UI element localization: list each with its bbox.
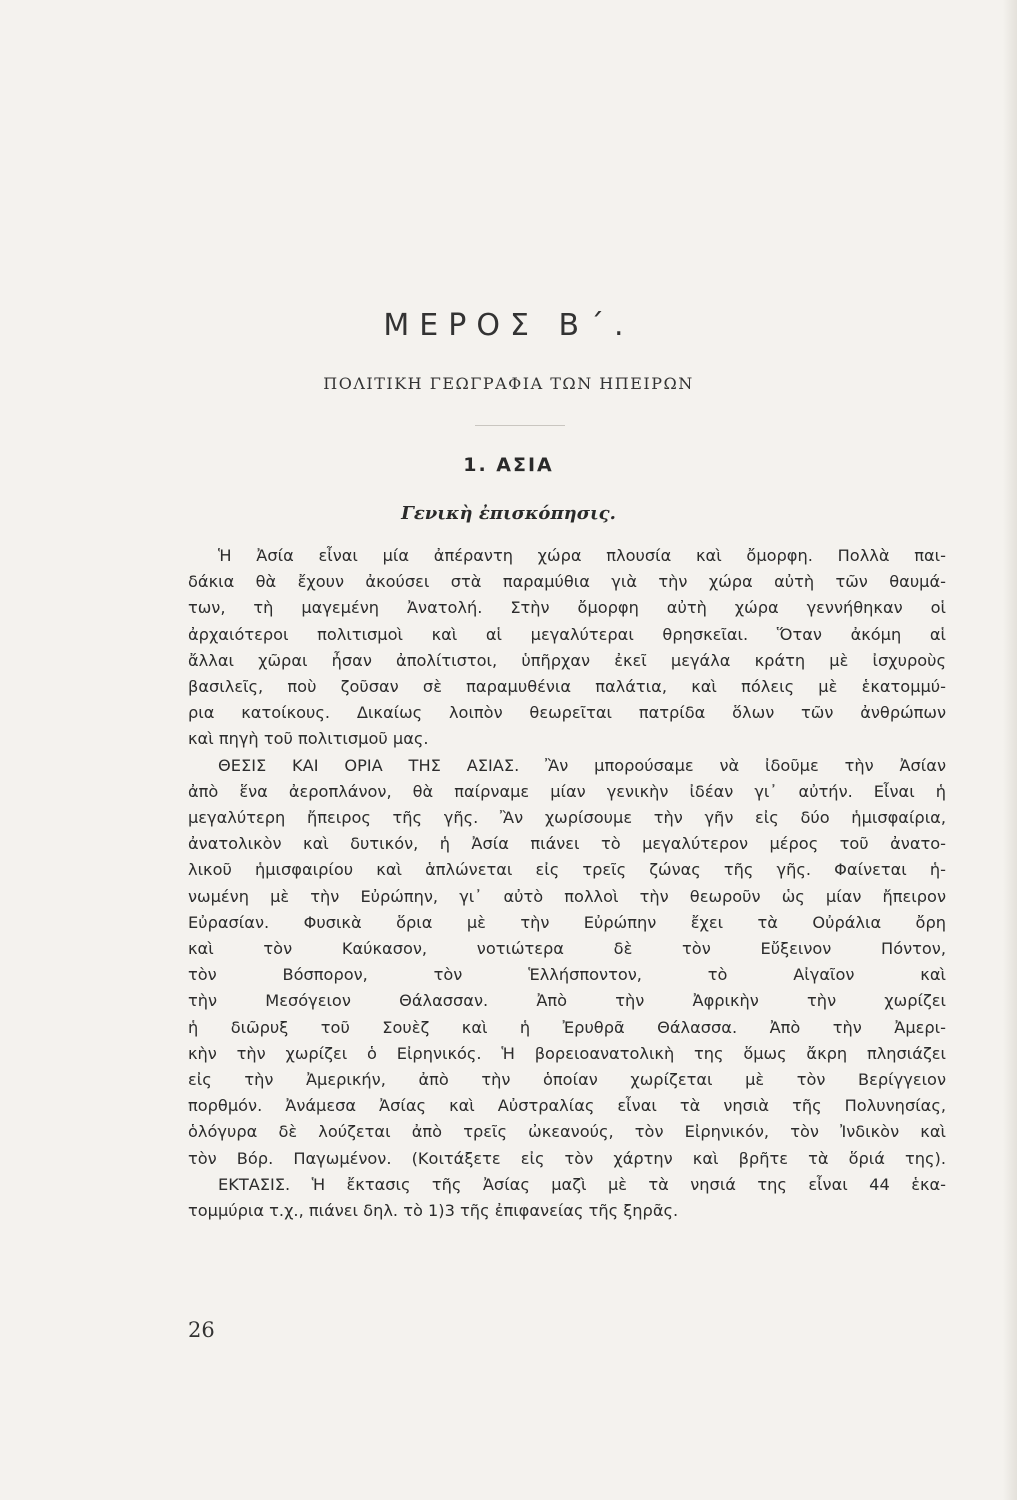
body-line: τὴν Μεσόγειον Θάλασσαν. Ἀπὸ τὴν Ἀφρικὴν τὴν χωρίζει [188,991,946,1011]
body-line: τομμύρια τ.χ., πιάνει δηλ. τὸ 1)3 τῆς ἐπιφανείας τῆς ξηρᾶς. [188,1201,679,1221]
body-line: ἀρχαιότεροι πολιτισμοὶ καὶ αἱ μεγαλύτεραι θρησκεῖαι. Ὅταν ἀκόμη αἱ [188,624,946,644]
body-line: καὶ πηγὴ τοῦ πολιτισμοῦ μας. [188,729,429,749]
body-line: ὁλόγυρα δὲ λούζεται ἀπὸ τρεῖς ὠκεανούς, τὸν Εἰρηνικόν, τὸν Ἰνδικὸν καὶ [188,1122,946,1142]
body-line: τὸν Βόρ. Παγωμένον. (Κοιτάξετε εἰς τὸν χάρτην καὶ βρῆτε τὰ ὅριά της). [188,1148,946,1168]
body-line: ἡ διῶρυξ τοῦ Σουὲζ καὶ ἡ Ἐρυθρᾶ Θάλασσα. Ἀπὸ τὴν Ἀμερι- [188,1017,946,1037]
section-heading: Γενικὴ ἐπισκόπησις. [401,503,616,524]
body-line: μεγαλύτερη ἤπειρος τῆς γῆς. Ἂν χωρίσουμε τὴν γῆν εἰς δύο ἡμισφαίρια, [188,808,946,828]
body-line: λικοῦ ἡμισφαιρίου καὶ ἁπλώνεται εἰς τρεῖς ζώνας τῆς γῆς. Φαίνεται ἡ- [188,860,946,880]
body-line: ἀνατολικὸν καὶ δυτικόν, ἡ Ἀσία πιάνει τὸ μεγαλύτερον μέρος τοῦ ἀνατο- [188,834,946,854]
body-line: ἄλλαι χῶραι ἦσαν ἀπολίτιστοι, ὑπῆρχαν ἐκεῖ μεγάλα κράτη μὲ ἰσχυροὺς [188,650,946,670]
body-line: ΕΚΤΑΣΙΣ. Ἡ ἔκτασις τῆς Ἀσίας μαζὶ μὲ τὰ νησιά της εἶναι 44 ἑκα- [218,1174,946,1194]
divider-rule [475,425,565,426]
body-line: ρια κατοίκους. Δικαίως λοιπὸν θεωρεῖται πατρίδα ὅλων τῶν ἀνθρώπων [188,703,946,723]
chapter-title: 1. ΑΣΙΑ [463,454,554,476]
body-line: νωμένη μὲ τὴν Εὐρώπην, γι᾽ αὐτὸ πολλοὶ τὴν θεωροῦν ὡς μίαν ἤπειρον [188,886,946,906]
body-line: ἀπὸ ἕνα ἀεροπλάνον, θὰ παίρναμε μίαν γενικὴν ἰδέαν γι᾽ αὐτήν. Εἶναι ἡ [188,781,946,801]
body-line: εἰς τὴν Ἀμερικήν, ἀπὸ τὴν ὁποίαν χωρίζεται μὲ τὸν Βερίγγειον [188,1070,946,1090]
body-text [188,543,946,1224]
body-line: βασιλεῖς, ποὺ ζοῦσαν σὲ παραμυθένια παλάτια, καὶ πόλεις μὲ ἑκατομμύ- [188,677,946,697]
body-line: των, τὴ μαγεμένη Ἀνατολή. Στὴν ὄμορφη αὐτὴ χώρα γεννήθηκαν οἱ [188,598,946,618]
body-line: Εὐρασίαν. Φυσικὰ ὅρια μὲ τὴν Εὐρώπην ἔχει τὰ Οὐράλια ὄρη [188,912,946,932]
body-line: Ἡ Ἀσία εἶναι μία ἀπέραντη χώρα πλουσία καὶ ὄμορφη. Πολλὰ παι- [218,546,946,565]
body-line: καὶ τὸν Καύκασον, νοτιώτερα δὲ τὸν Εὔξεινον Πόντον, [188,939,946,959]
body-line: κὴν τὴν χωρίζει ὁ Εἰρηνικός. Ἡ βορειοανατολικὴ της ὅμως ἄκρη πλησιάζει [188,1043,946,1063]
body-line: τὸν Βόσπορον, τὸν Ἑλλήσποντον, τὸ Αἰγαῖον καὶ [188,965,946,985]
body-line: ΘΕΣΙΣ ΚΑΙ ΟΡΙΑ ΤΗΣ ΑΣΙΑΣ. Ἂν μπορούσαμε νὰ ἰδοῦμε τὴν Ἀσίαν [218,755,946,775]
page-number: 26 [188,1318,215,1342]
page-edge-shadow [1003,0,1017,1500]
subtitle: ΠΟΛΙΤΙΚΗ ΓΕΩΓΡΑΦΙΑ ΤΩΝ ΗΠΕΙΡΩΝ [323,374,694,393]
body-line: πορθμόν. Ἀνάμεσα Ἀσίας καὶ Αὐστραλίας εἶναι τὰ νησιὰ τῆς Πολυνησίας, [188,1096,946,1116]
part-title: ΜΕΡΟΣ Β΄. [383,308,634,343]
body-line: δάκια θὰ ἔχουν ἀκούσει στὰ παραμύθια γιὰ τὴν χώρα αὐτὴ τῶν θαυμά- [188,572,946,592]
